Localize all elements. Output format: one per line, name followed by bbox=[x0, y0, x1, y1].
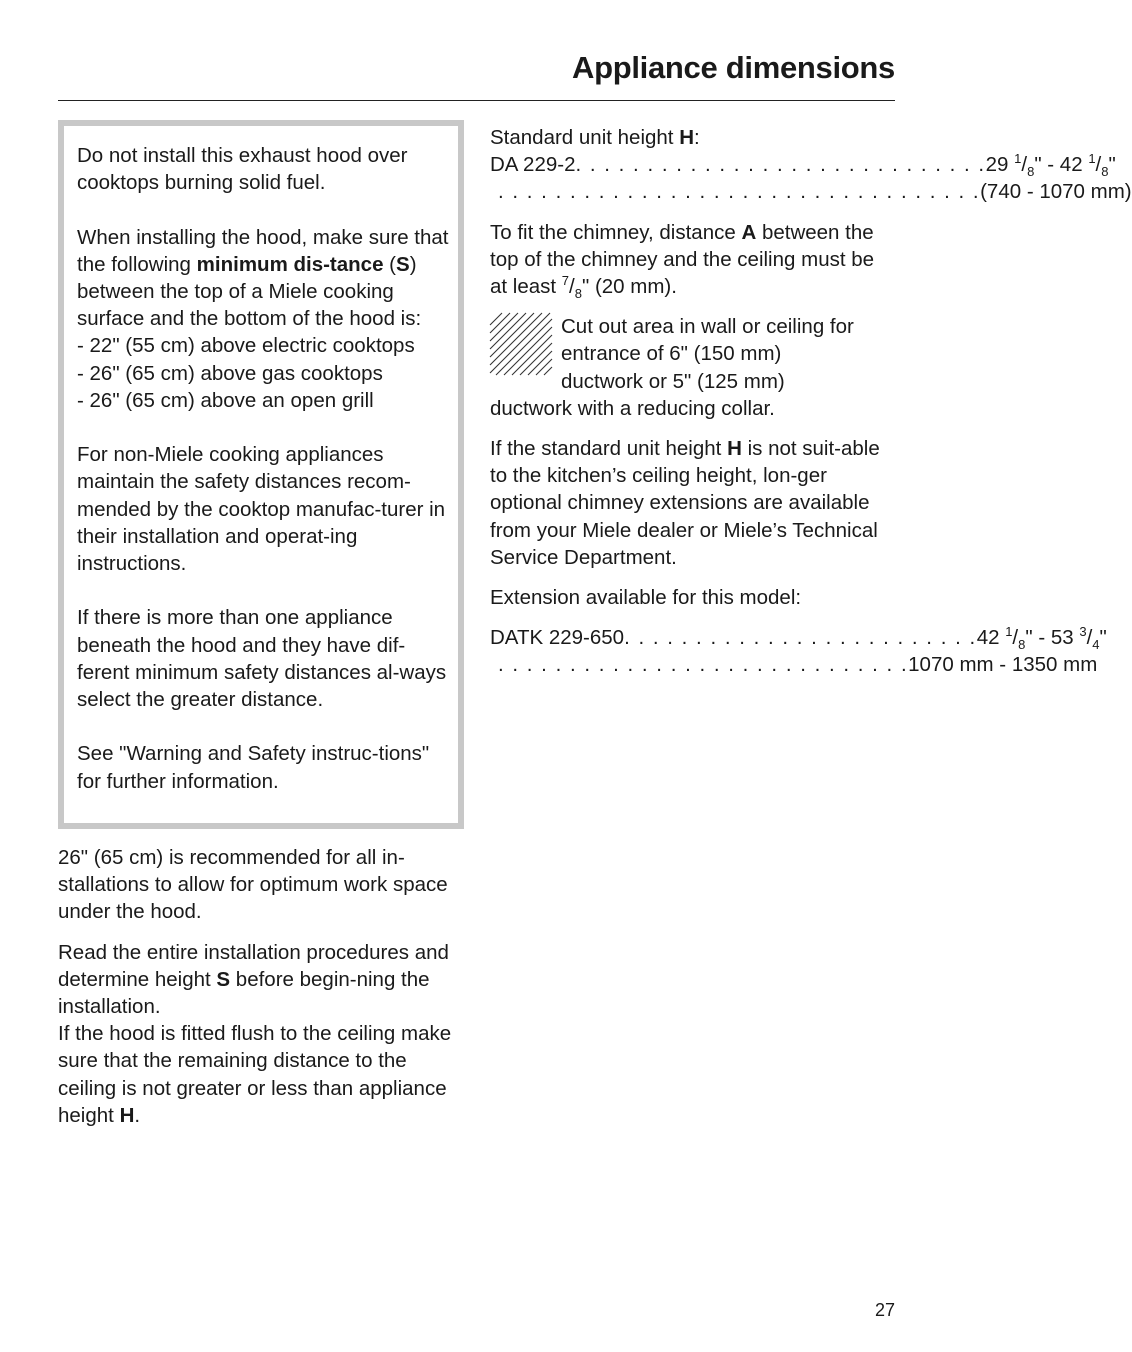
spec-row-da: DA 229-2 . . . . . . . . . . . . . . . . . . . . . . . . . . . . . 29 $^1/_8$" - 42 $^1/_8$" bbox=[490, 151, 1116, 180]
spec-row-datk-mm: . . . . . . . . . . . . . . . . . . . . . . . . . . . . . 1070 mm - 1350 mm bbox=[490, 651, 895, 678]
title-rule bbox=[58, 100, 895, 101]
leader-dots: . . . . . . . . . . . . . . . . . . . . . . . . . bbox=[624, 626, 977, 650]
page-number: 27 bbox=[874, 1300, 895, 1320]
page-title: Appliance dimensions bbox=[571, 50, 895, 85]
cutout-note bbox=[490, 313, 900, 422]
hatch-icon bbox=[490, 313, 552, 375]
list-item: - 26" (65 cm) above an open grill bbox=[77, 388, 374, 412]
warning-text: For non-Miele cooking appliances maintain the safety distances recom-mended by the cooktop manufac-turer in their installation and operat-ing instructions. bbox=[77, 443, 446, 576]
std-height-label: Standard unit height H: bbox=[490, 126, 700, 149]
list-item: - 22" (55 cm) above electric cooktops bbox=[77, 334, 415, 358]
right-column bbox=[490, 124, 1132, 679]
left-column bbox=[58, 844, 458, 1129]
body-text: 26" (65 cm) is recommended for all in-stallations to allow for optimum work space under the hood. bbox=[58, 846, 448, 924]
cutout-line: ductwork with a reducing collar. bbox=[490, 396, 775, 420]
extension-label: Extension available for this model: bbox=[490, 586, 802, 610]
leader-dots: . . . . . . . . . . . . . . . . . . . . . . . . . . . . . bbox=[498, 653, 909, 677]
body-text: If the hood is fitted flush to the ceiling make sure that the remaining distance to the ceiling is not greater or less than appliance height H. bbox=[58, 1022, 452, 1127]
warning-text: See "Warning and Safety instruc-tions" for further information. bbox=[77, 742, 430, 793]
leader-dots: . . . . . . . . . . . . . . . . . . . . . . . . . . . . . . . . . . bbox=[498, 180, 981, 204]
leader-dots: . . . . . . . . . . . . . . . . . . . . . . . . . . . . . bbox=[575, 153, 986, 177]
spec-row-datk: DATK 229-650 . . . . . . . . . . . . . . . . . . . . . . . . . 42 $^1/_8$" - 53 $^3/_4$" bbox=[490, 624, 1107, 653]
warning-text: When installing the hood, make sure that the following minimum dis-tance (S) between the top of a Miele cooking surface and the bottom of the hood is: bbox=[77, 225, 449, 331]
list-item: - 26" (65 cm) above gas cooktops bbox=[77, 361, 383, 385]
extension-note: If the standard unit height H is not suit-able to the kitchen’s ceiling height, lon-ger optional chimney extensions are available from your Miele dealer or Miele’s Technical Service Department. bbox=[490, 437, 880, 569]
spec-row-da-mm: . . . . . . . . . . . . . . . . . . . . . . . . . . . . . . . . . . (740 - 1070 mm) bbox=[490, 178, 895, 205]
cutout-line: Cut out area in wall or ceiling for bbox=[561, 315, 854, 339]
chimney-text: To fit the chimney, distance A between the top of the chimney and the ceiling must be at least $^7/_8$" (20 mm). bbox=[490, 220, 875, 302]
cutout-line: entrance of 6" (150 mm) bbox=[561, 342, 782, 366]
warning-box bbox=[58, 120, 464, 829]
body-text: Read the entire installation procedures and determine height S before begin-ning the installation. bbox=[58, 940, 449, 1019]
warning-text: Do not install this exhaust hood over cooktops burning solid fuel. bbox=[77, 144, 408, 195]
cutout-line: ductwork or 5" (125 mm) bbox=[561, 369, 785, 393]
warning-text: If there is more than one appliance beneath the hood and they have dif-ferent minimum safety distances al-ways select the greater distance. bbox=[77, 606, 447, 712]
